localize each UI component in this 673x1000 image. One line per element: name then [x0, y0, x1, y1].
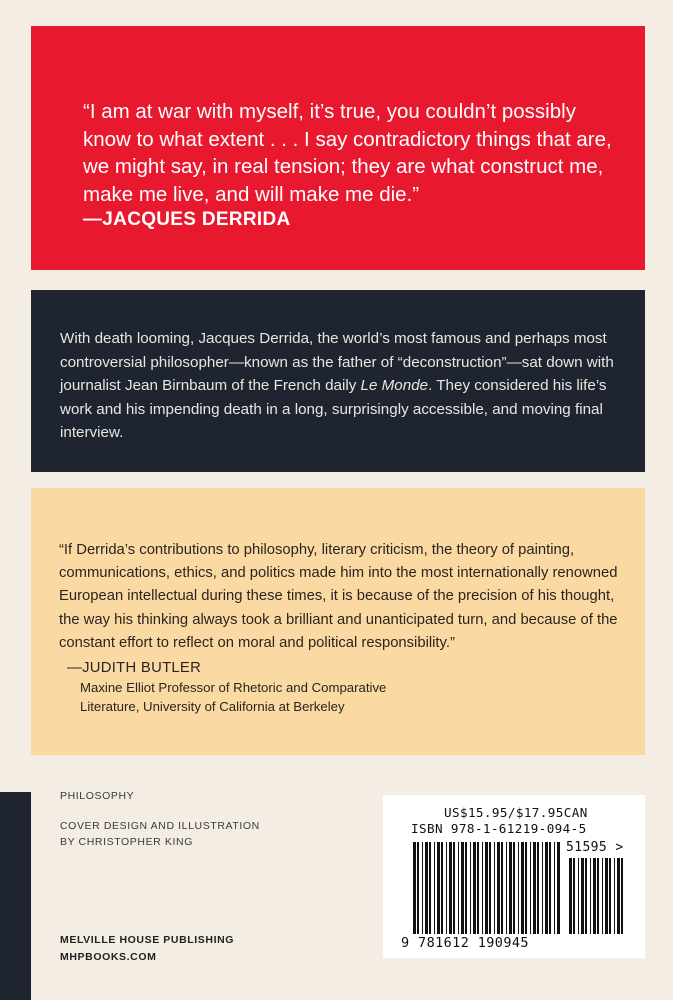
praise-panel: [31, 488, 645, 755]
barcode-bar: [470, 842, 471, 934]
price-text: US$15.95/$17.95CAN: [444, 805, 588, 820]
newspaper-title: Le Monde: [360, 377, 429, 395]
barcode-bar: [614, 858, 615, 934]
ean-digits: 9 781612 190945: [401, 935, 529, 951]
barcode-bar: [501, 842, 503, 934]
barcode-bar: [521, 842, 524, 934]
barcode-bar: [494, 842, 495, 934]
barcode-bar: [609, 858, 611, 934]
barcode-bar: [525, 842, 527, 934]
barcode-bar: [425, 842, 428, 934]
barcode-bar: [585, 858, 587, 934]
barcode-bar: [449, 842, 452, 934]
barcode-bar: [569, 858, 572, 934]
publisher-website: MHPBOOKS.COM: [60, 951, 157, 963]
barcode-bar: [617, 858, 620, 934]
barcode-bar: [545, 842, 548, 934]
barcode-bar: [482, 842, 483, 934]
barcode-bar: [437, 842, 440, 934]
quote-panel: [31, 26, 645, 270]
description-text-start: With death looming, Jacques Derrida, the world’s most famous and perhaps most controversial philosopher—known as the father of “deconstruction”—sat down with journalist Jean Birnbaum of the French daily: [60, 330, 614, 395]
barcode-bar: [441, 842, 443, 934]
barcode-bar: [497, 842, 500, 934]
barcode-bar: [593, 858, 596, 934]
barcode-bar: [422, 842, 423, 934]
cover-credit-line-1: COVER DESIGN AND ILLUSTRATION: [60, 820, 260, 832]
book-description: [60, 327, 625, 445]
barcode-bar: [429, 842, 431, 934]
barcode-bar: [621, 858, 623, 934]
barcode-bar: [465, 842, 467, 934]
barcode-bar: [485, 842, 488, 934]
addon-barcode: [569, 858, 627, 934]
cover-credit-line-2: BY CHRISTOPHER KING: [60, 836, 193, 848]
barcode-bar: [554, 842, 555, 934]
barcode-bar: [509, 842, 512, 934]
barcode-bar: [513, 842, 515, 934]
category-label: PHILOSOPHY: [60, 790, 135, 802]
praise-author-title: [80, 678, 625, 716]
barcode-bar: [605, 858, 608, 934]
barcode-bar: [549, 842, 551, 934]
description-panel: [31, 290, 645, 472]
barcode-bar: [530, 842, 531, 934]
barcode-bar: [446, 842, 447, 934]
barcode-bar: [533, 842, 536, 934]
side-accent-bar: [0, 792, 31, 1000]
isbn-text: ISBN 978-1-61219-094-5: [411, 821, 587, 836]
barcode-bar: [597, 858, 599, 934]
butler-quote: “If Derrida’s contributions to philosophy, literary criticism, the theory of painting, communications, ethics, and politics made him into the most internationally renowned European intellectual during these times, it is because of the precision of his thought, the way his thinking always took a brilliant and unanticipated turn, and because of the constant effort to reflect on moral and political responsibility.”: [59, 542, 618, 651]
praise-title-line-1: Maxine Elliot Professor of Rhetoric and Comparative: [80, 680, 387, 696]
praise-attribution: —JUDITH BUTLER: [67, 660, 202, 677]
barcode-bar: [473, 842, 476, 934]
barcode-bar: [506, 842, 507, 934]
barcode-bar: [453, 842, 455, 934]
barcode-bar: [477, 842, 479, 934]
barcode-bar: [537, 842, 539, 934]
publisher-name: MELVILLE HOUSE PUBLISHING: [60, 934, 235, 946]
barcode-bar: [581, 858, 584, 934]
barcode-bar: [518, 842, 519, 934]
barcode-bar: [489, 842, 491, 934]
barcode-bar: [417, 842, 419, 934]
barcode-bar: [602, 858, 603, 934]
barcode-bar: [461, 842, 464, 934]
barcode-bar: [578, 858, 579, 934]
barcode-bar: [542, 842, 543, 934]
barcode-bar: [573, 858, 575, 934]
barcode-label: [383, 795, 645, 958]
ean-barcode: [413, 842, 563, 934]
barcode-bar: [557, 842, 560, 934]
barcode-bar: [590, 858, 591, 934]
praise-title-line-2: Literature, University of California at Berkeley: [80, 699, 345, 715]
barcode-bar: [458, 842, 459, 934]
barcode-bar: [413, 842, 416, 934]
quote-attribution: —JACQUES DERRIDA: [83, 209, 291, 230]
addon-digits: 51595 >: [566, 840, 624, 855]
description-text-end: . They considered his life’s work and his impending death in a long, surprisingly accessible, and moving final interview.: [60, 377, 607, 442]
barcode-bar: [434, 842, 435, 934]
derrida-quote: “I am at war with myself, it’s true, you couldn’t possibly know to what extent . . . I say contradictory things that are, we might say, in real tension; they are what construct me, make me live, and will make me die.”: [83, 100, 612, 206]
